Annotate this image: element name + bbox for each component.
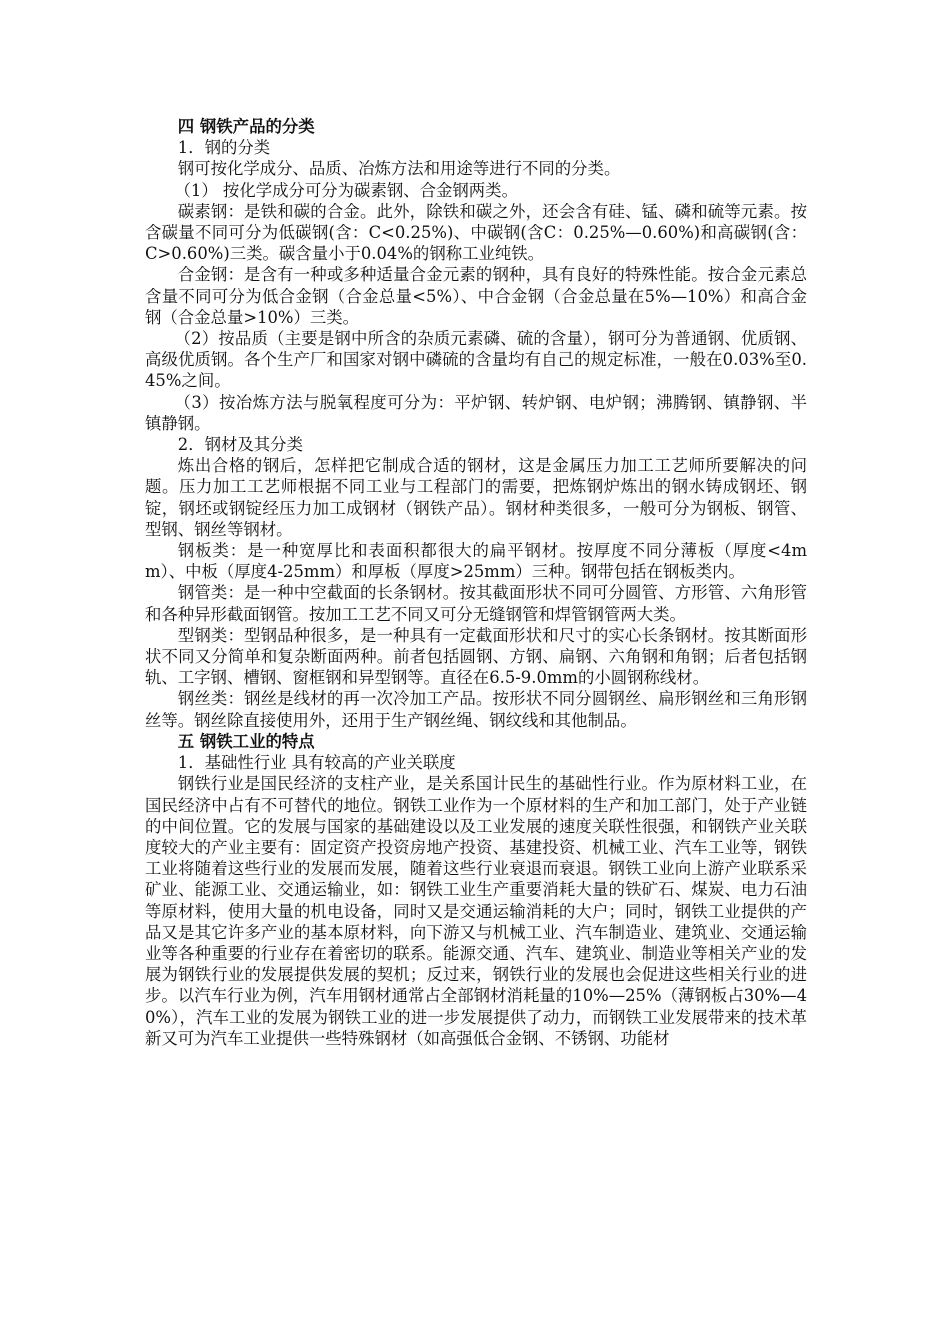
paragraph-steel-pipe: 钢管类：是一种中空截面的长条钢材。按其截面形状不同可分圆管、方形管、六角形管和各种异形截面钢管。按加工工艺不同又可分无缝钢管和焊管钢管两大类。 [145,583,807,624]
section-heading-4: 四 钢铁产品的分类 [177,117,315,136]
subsection-heading-steel-products: 2．钢材及其分类 [177,435,303,455]
paragraph-steel-material: 炼出合格的钢后，怎样把它制成合适的钢材，这是金属压力加工工艺师所要解决的问题。压力加工工艺师根据不同工业与工程部门的需要，把炼钢炉炼出的钢水铸成钢坯、钢锭，钢坯或钢锭经压力加工成钢材（钢铁产品）。钢材种类很多，一般可分为钢板、钢管、型钢、钢丝等钢材。 [145,456,807,539]
paragraph-section-steel: 型钢类：型钢品种很多，是一种具有一定截面形状和尺寸的实心长条钢材。按其断面形状不同又分简单和复杂断面两种。前者包括圆钢、方钢、扁钢、六角钢和角钢；后者包括钢轨、工字钢、槽钢、窗框钢和异型钢等。直径在6.5-9.0mm的小圆钢称线材。 [145,625,807,688]
paragraph-item-1: （1） 按化学成分可分为碳素钢、合金钢两类。 [174,180,518,200]
section-heading-5: 五 钢铁工业的特点 [177,731,315,751]
paragraph-intro: 钢可按化学成分、品质、冶炼方法和用途等进行不同的分类。 [177,159,621,179]
paragraph-steel-wire: 钢丝类：钢丝是线材的再一次冷加工产品。按形状不同分圆钢丝、扁形钢丝和三角形钢丝等。钢丝除直接使用外，还用于生产钢丝绳、钢纹线和其他制品。 [145,689,807,730]
paragraph-item-3: （3）按冶炼方法与脱氧程度可分为：平炉钢、转炉钢、电炉钢；沸腾钢、镇静钢、半镇静钢。 [145,392,807,433]
document-body [145,116,807,1049]
paragraph-carbon-steel: 碳素钢：是铁和碳的合金。此外，除铁和碳之外，还会含有硅、锰、磷和硫等元素。按含碳量不同可分为低碳钢(含：C<0.25%)、中碳钢(含C：0.25%—0.60%)和高碳钢(含：C>0.60%)三类。碳含量小于0.04%的钢称工业纯铁。 [145,201,807,264]
paragraph-item-2: （2）按品质（主要是钢中所含的杂质元素磷、硫的含量），钢可分为普通钢、优质钢、高级优质钢。各个生产厂和国家对钢中磷硫的含量均有自己的规定标准，一般在0.03%至0.45%之间。 [145,329,807,391]
paragraph-alloy-steel: 合金钢：是含有一种或多种适量合金元素的钢种，具有良好的特殊性能。按合金元素总含量不同可分为低合金钢（合金总量<5%）、中合金钢（合金总量在5%—10%）和高合金钢（合金总量>10%）三类。 [145,265,807,327]
paragraph-industry: 钢铁行业是国民经济的支柱产业，是关系国计民生的基础性行业。作为原材料工业，在国民经济中占有不可替代的地位。钢铁工业作为一个原材料的生产和加工部门，处于产业链的中间位置。它的发展与国家的基础建设以及工业发展的速度关联性很强，和钢铁产业关联度较大的产业主要有：固定资产投资房地产投资、基建投资、机械工业、汽车工业等，钢铁工业将随着这些行业的发展而发展，随着这些行业衰退而衰退。钢铁工业向上游产业联系采矿业、能源工业、交通运输业，如：钢铁工业生产重要消耗大量的铁矿石、煤炭、电力石油等原材料，使用大量的机电设备，同时又是交通运输消耗的大户；同时，钢铁工业提供的产品又是其它许多产业的基本原材料，向下游又与机械工业、汽车制造业、建筑业、交通运输业等各种重要的行业存在着密切的联系。能源交通、汽车、建筑业、制造业等相关产业的发展为钢铁行业的发展提供发展的契机；反过来，钢铁行业的发展也会促进这些相关行业的进步。以汽车行业为例，汽车用钢材通常占全部钢材消耗量的10%—25%（薄钢板占30%—40%），汽车工业的发展为钢铁工业的进一步发展提供了动力，而钢铁工业发展带来的技术革新又可为汽车工业提供一些特殊钢材（如高强低合金钢、不锈钢、功能材 [145,774,807,1048]
paragraph-steel-plate: 钢板类：是一种宽厚比和表面积都很大的扁平钢材。按厚度不同分薄板（厚度<4mm）、中板（厚度4-25mm）和厚板（厚度>25mm）三种。钢带包括在钢板类内。 [145,541,807,582]
subsection-heading-steel-classification: 1．钢的分类 [177,138,271,158]
subsection-heading-basic-industry: 1．基础性行业 具有较高的产业关联度 [177,753,456,773]
